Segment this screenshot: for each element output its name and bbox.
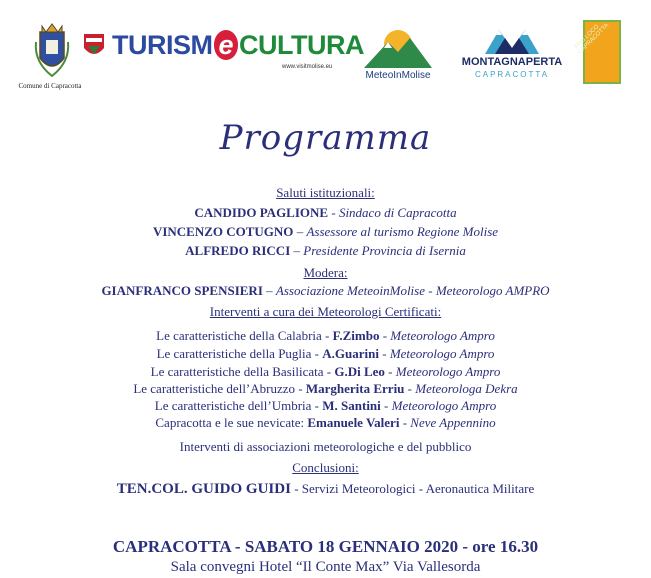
montagnaperta-subtitle: CAPRACOTTA <box>474 70 550 79</box>
intervento-item: Le caratteristiche dell’Abruzzo - Margherita Erriu - Meteorologa Dekra <box>133 381 518 396</box>
event-headline: CAPRACOTTA - SABATO 18 GENNAIO 2020 - ore 16.30 <box>112 537 539 556</box>
conclusioni-line: TEN.COL. GUIDO GUIDI - Servizi Meteorologici - Aeronautica Militare <box>116 481 535 497</box>
intervento-item: Capracotta e le sue nevicate: Emanuele Valeri - Neve Appennino <box>155 415 496 430</box>
event-venue: Sala convegni Hotel “Il Conte Max” Via Vallesorda <box>170 559 481 575</box>
regione-shield-logo <box>82 32 106 60</box>
page-title: Programma <box>219 118 432 158</box>
logo-bar <box>0 0 651 100</box>
modera-line: GIANFRANCO SPENSIERI – Associazione MeteoinMolise - Meteorologo AMPRO <box>101 283 550 298</box>
comune-caption: Comune di Capracotta <box>18 82 82 90</box>
interventi-heading: Interventi a cura dei Meteorologi Certificati: <box>209 304 442 319</box>
saluti-item: CANDIDO PAGLIONE - Sindaco di Capracotta <box>194 205 457 220</box>
turismo-url: www.visitmolise.eu <box>282 64 333 70</box>
proloco-logo-text: PRO LOCO CAPRACOTTA <box>573 22 611 56</box>
saluti-heading: Saluti istituzionali: <box>276 185 375 200</box>
montagnaperta-name: MONTAGNAPERTA <box>461 56 563 68</box>
intervento-item: Le caratteristiche della Puglia - A.Guarini - Meteorologo Ampro <box>156 346 495 361</box>
saluti-item: ALFREDO RICCI – Presidente Provincia di Isernia <box>185 243 466 258</box>
intervento-item: Le caratteristiche della Calabria - F.Zimbo - Meteorologo Ampro <box>156 328 495 343</box>
intervento-item: Le caratteristiche dell’Umbria - M. Santini - Meteorologo Ampro <box>154 398 497 413</box>
conclusioni-heading: Conclusioni: <box>292 460 359 475</box>
turismo-logo-text: TURISM e CULTURA <box>112 30 365 60</box>
intervento-item: Le caratteristiche della Basilicata - G.Di Leo - Meteorologo Ampro <box>150 364 501 379</box>
montagnaperta-logo <box>453 22 571 78</box>
modera-heading: Modera: <box>303 265 348 280</box>
proloco-logo <box>573 20 621 84</box>
meteoinmolise-logo <box>358 18 438 82</box>
comune-crest-logo <box>32 22 72 78</box>
turismo-e-cultura-logo <box>112 24 365 72</box>
saluti-item: VINCENZO COTUGNO – Assessore al turismo Regione Molise <box>152 224 499 239</box>
meteoinmolise-name: MeteoInMolise <box>365 70 431 81</box>
interventi-pubblico: Interventi di associazioni meteorologiche e del pubblico <box>179 439 472 454</box>
